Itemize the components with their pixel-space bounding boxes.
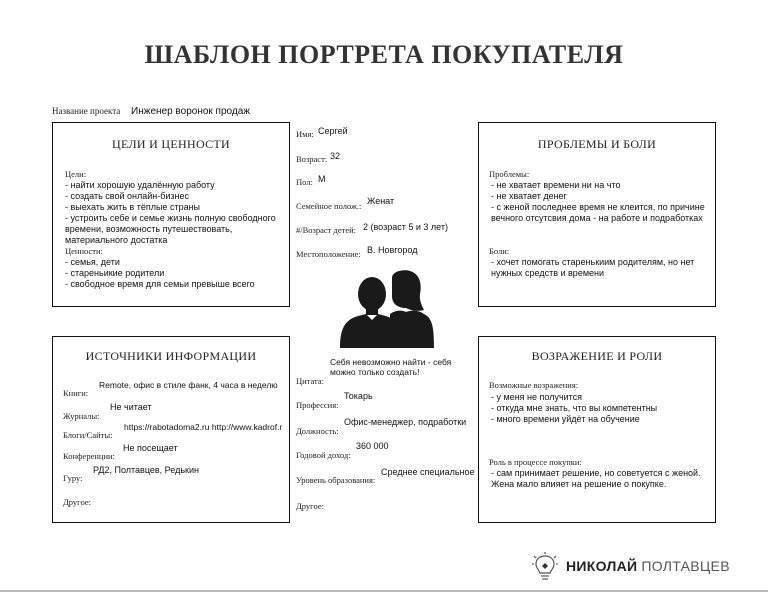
lightbulb-logo-icon: [532, 552, 558, 582]
list-item: нужных средств и времени: [491, 268, 605, 278]
list-item: Жена мало влияет на решение о покупке.: [491, 479, 667, 489]
profession-value: Токарь: [344, 391, 373, 401]
values-list: [65, 257, 287, 290]
project-row: [52, 106, 250, 117]
age-label: Возраст:: [296, 154, 328, 164]
work-other-label: Другое:: [296, 501, 324, 511]
education-value: Среднее специальное: [381, 467, 475, 477]
problems-label: Проблемы:: [489, 169, 530, 179]
persona-silhouette-icon: [336, 270, 436, 348]
income-value: 360 000: [356, 441, 389, 451]
guru-value: РД2, Полтавцев, Редькин: [93, 465, 199, 475]
problems-box: [478, 122, 716, 307]
project-label: Название проекта: [52, 106, 121, 116]
objections-box: [478, 336, 716, 523]
blogs-label: Блоги/Сайты:: [63, 430, 113, 440]
list-item: материального достатка: [65, 235, 168, 245]
role-label: Роль в процессе покупки:: [489, 457, 582, 467]
journals-label: Журналы:: [63, 411, 100, 421]
family-value: Женат: [367, 196, 395, 206]
list-item: - стареньикие родители: [65, 268, 165, 278]
goals-title: ЦЕЛИ И ЦЕННОСТИ: [112, 137, 230, 151]
goals-label: Цели:: [65, 169, 87, 179]
list-item: - откуда мне знать, что вы компетентны: [491, 403, 658, 413]
pains-label: Боли:: [489, 246, 510, 256]
location-label: Местоположение:: [296, 249, 361, 259]
family-label: Семейное полож.:: [296, 201, 362, 211]
list-item: вечного отсутсвия дома - на работе и подработках: [491, 213, 703, 223]
books-value: Remote, офис в стиле фанк, 4 часа в неделю: [99, 380, 278, 390]
goals-list: [65, 180, 287, 246]
guru-label: Гуру:: [63, 473, 83, 483]
quote-text: [330, 357, 451, 377]
brand-name: [566, 558, 730, 574]
objections-list: [491, 392, 715, 425]
values-label: Ценности:: [65, 246, 103, 256]
age-value: 32: [330, 151, 341, 161]
conf-label: Конференции:: [63, 451, 115, 461]
list-item: - устроить себе и семье жизнь полную свободного: [65, 213, 276, 223]
sources-other-label: Другое:: [63, 497, 91, 507]
list-item: - не хватает денег: [491, 191, 567, 201]
name-value: Сергей: [318, 126, 348, 136]
project-value: Инженер воронок продаж: [131, 106, 250, 117]
quote-line: можно только создать!: [330, 367, 420, 377]
quote-label: Цитата:: [296, 376, 325, 386]
list-item: - семья, дети: [65, 257, 120, 267]
problems-title: ПРОБЛЕМЫ И БОЛИ: [537, 137, 657, 151]
sources-title: ИСТОЧНИКИ ИНФОРМАЦИИ: [85, 349, 257, 363]
kids-label: #/Возраст детей:: [296, 225, 357, 235]
journals-value: Не читает: [110, 402, 152, 412]
quote-line: Себя невозможно найти - себя: [330, 357, 452, 367]
education-label: Уровень образования:: [296, 475, 376, 485]
list-item: - сам принимает решение, но советуется с женой.: [491, 468, 701, 478]
list-item: - с женой последнее время не клеится, по причине: [491, 202, 705, 212]
role-list: [491, 468, 715, 490]
brand-last: ПОЛТАВЦЕВ: [641, 558, 730, 574]
list-item: - не хватает времени ни на что: [491, 180, 621, 190]
list-item: - найти хорошую удалённую работу: [65, 180, 215, 190]
problems-list: [491, 180, 715, 224]
books-label: Книги:: [63, 388, 89, 398]
footer-divider: [0, 590, 768, 592]
brand-first: НИКОЛАЙ: [566, 558, 638, 574]
position-value: Офис-менеджер, подработки: [344, 417, 467, 427]
location-value: В. Новгород: [367, 245, 418, 255]
list-item: - у меня не получится: [491, 392, 583, 402]
sources-box: [52, 336, 290, 523]
page-title: ШАБЛОН ПОРТРЕТА ПОКУПАТЕЛЯ: [144, 40, 624, 69]
kids-value: 2 (возраст 5 и 3 лет): [363, 222, 448, 232]
list-item: времени, возможность путешествовать,: [65, 224, 233, 234]
pains-list: [491, 257, 715, 279]
blogs-value: https://rabotadoma2.ru http://www.kadrof.r: [124, 422, 283, 432]
goals-box: [52, 122, 290, 307]
sex-value: М: [318, 174, 326, 184]
list-item: - свободное время для семьи превыше всего: [65, 279, 255, 289]
list-item: - создать свой онлайн-бизнес: [65, 191, 190, 201]
name-label: Имя:: [296, 129, 314, 139]
income-label: Годовой доход:: [296, 450, 351, 460]
list-item: - много времени уйдёт на обучение: [491, 414, 640, 424]
objections-title: ВОЗРАЖЕНИЕ И РОЛИ: [531, 349, 663, 363]
sex-label: Пол:: [296, 177, 313, 187]
position-label: Должность:: [296, 426, 339, 436]
conf-value: Не посещает: [123, 443, 178, 453]
list-item: - хочет помогать старенькиим родителям, но нет: [491, 257, 695, 267]
profession-label: Профессия:: [296, 400, 339, 410]
list-item: - выехать жить в тёплые страны: [65, 202, 201, 212]
objections-label: Возможные возражения:: [489, 380, 579, 390]
